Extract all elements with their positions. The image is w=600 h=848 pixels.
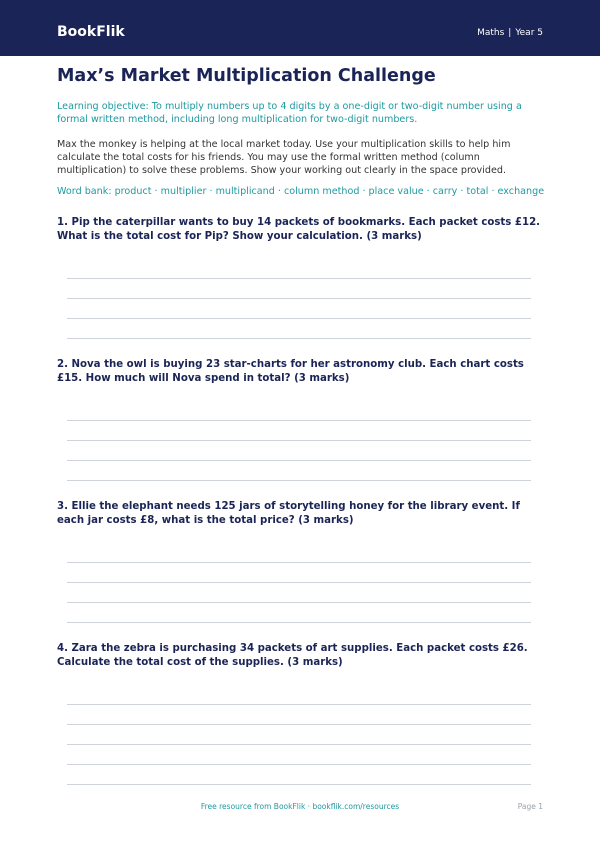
question-4: 4. Zara the zebra is purchasing 34 packets of art supplies. Each packet costs £26. Calculate the total cost of the supplies. (3 marks) xyxy=(57,643,528,668)
word-bank: Word bank: product · multiplier · multiplicand · column method · place value · carry · total · exchange xyxy=(57,186,545,197)
answer-line[interactable] xyxy=(67,278,531,279)
question-2: 2. Nova the owl is buying 23 star-charts for her astronomy club. Each chart costs £15. How much will Nova spend in total? (3 marks) xyxy=(57,359,524,384)
page-number: Page 1 xyxy=(517,802,543,811)
answer-line[interactable] xyxy=(67,764,531,765)
answer-line[interactable] xyxy=(67,298,531,299)
answer-line[interactable] xyxy=(67,440,531,441)
answer-line[interactable] xyxy=(67,562,531,563)
answer-line[interactable] xyxy=(67,724,531,725)
year-label: Year 5 xyxy=(515,28,543,38)
header-bar xyxy=(0,0,600,56)
header-meta xyxy=(477,27,543,39)
question-1: 1. Pip the caterpillar wants to buy 14 packets of bookmarks. Each packet costs £12. What is the total cost for Pip? Show your calculation. (3 marks) xyxy=(57,217,541,242)
answer-line[interactable] xyxy=(67,318,531,319)
answer-line[interactable] xyxy=(67,460,531,461)
answer-line[interactable] xyxy=(67,784,531,785)
learning-objective: Learning objective: To multiply numbers up to 4 digits by a one-digit or two-digit number using a formal written method, including long multiplication for two-digit numbers. xyxy=(57,101,522,125)
brand-logo: BookFlik xyxy=(57,24,125,40)
answer-line[interactable] xyxy=(67,602,531,603)
header-separator: | xyxy=(508,28,512,38)
subject-label: Maths xyxy=(477,28,505,38)
intro-text: Max the monkey is helping at the local market today. Use your multiplication skills to help him calculate the total costs for his friends. You may use the formal written method (column multiplication) to solve these problems. Show your working out clearly in the space provided. xyxy=(57,139,511,176)
answer-line[interactable] xyxy=(67,744,531,745)
question-3: 3. Ellie the elephant needs 125 jars of storytelling honey for the library event. If each jar costs £8, what is the total price? (3 marks) xyxy=(57,501,520,526)
answer-line[interactable] xyxy=(67,582,531,583)
answer-line[interactable] xyxy=(67,480,531,481)
answer-line[interactable] xyxy=(67,704,531,705)
answer-line[interactable] xyxy=(67,420,531,421)
footer-resource-link[interactable]: Free resource from BookFlik · bookflik.com/resources xyxy=(200,802,400,811)
answer-line[interactable] xyxy=(67,338,531,339)
worksheet-title: Max’s Market Multiplication Challenge xyxy=(57,66,436,86)
answer-line[interactable] xyxy=(67,622,531,623)
